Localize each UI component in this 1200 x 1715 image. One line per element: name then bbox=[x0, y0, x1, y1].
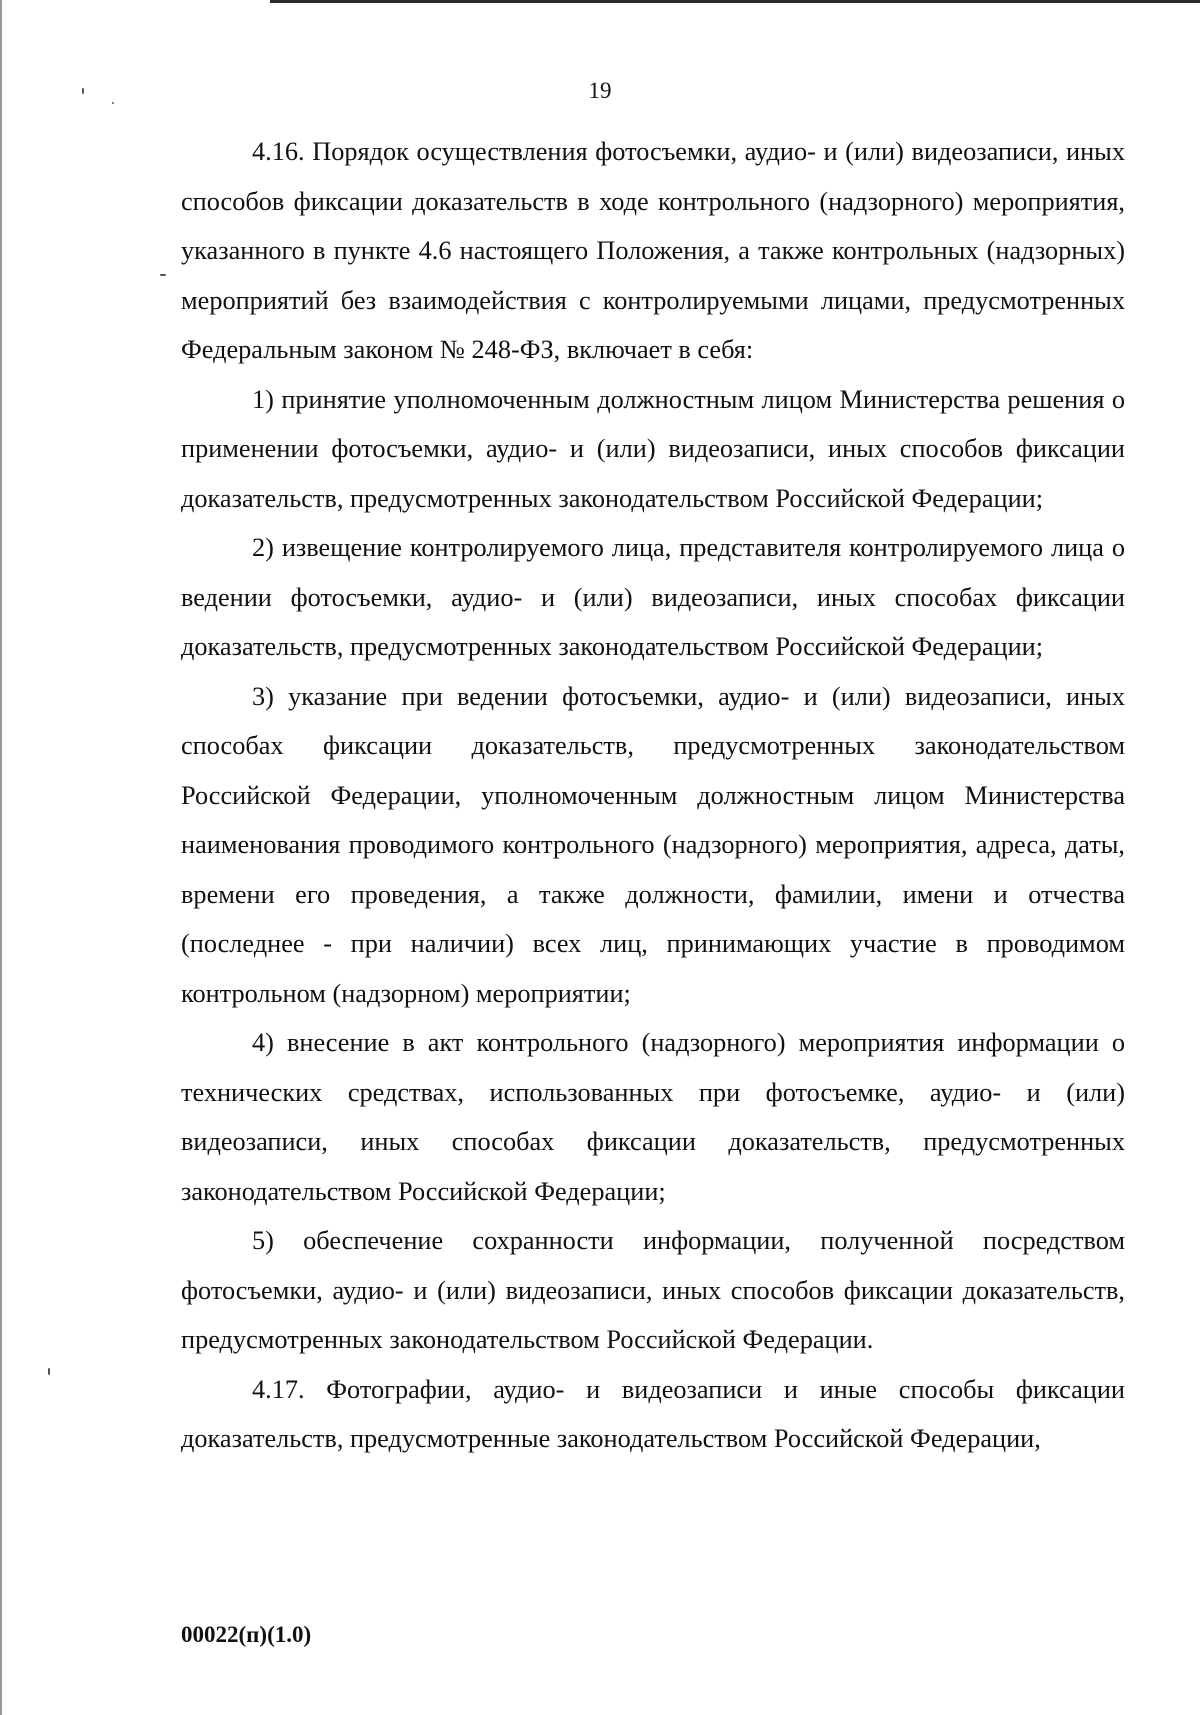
list-item-1: 1) принятие уполномоченным должностным лицом Министерства решения о применении фотосъемки, аудио- и (или) видеозаписи, иных способов фиксации доказательств, предусмотренных законодательством Российской Федерации; bbox=[181, 384, 1125, 513]
list-item-4: 4) внесение в акт контрольного (надзорного) мероприятия информации о технических средствах, использованных при фотосъемке, аудио- и (или) видеозаписи, иных способах фиксации доказательств, предусмотренных законодательством Российской Федерации; bbox=[181, 1028, 1125, 1206]
list-item-2: 2) извещение контролируемого лица, представителя контролируемого лица о ведении фотосъемки, аудио- и (или) видеозаписи, иных способах фиксации доказательств, предусмотренных законодательством Российской Федерации; bbox=[181, 533, 1125, 661]
document-body bbox=[181, 127, 1125, 1464]
scan-speck bbox=[48, 1368, 50, 1375]
scan-speck bbox=[160, 274, 166, 276]
scan-border-left bbox=[0, 0, 2, 1715]
scan-border-top bbox=[270, 0, 1200, 3]
list-item-3: 3) указание при ведении фотосъемки, аудио- и (или) видеозаписи, иных способах фиксации доказательств, предусмотренных законодательством Российской Федерации, уполномоченным должностным лицом Министерства наименования проводимого контрольного (надзорного) мероприятия, адреса, даты, времени его проведения, а также должности, фамилии, имени и отчества (последнее - при наличии) всех лиц, принимающих участие в проводимом контрольном (надзорном) мероприятии; bbox=[181, 681, 1125, 1008]
document-code: 00022(п)(1.0) bbox=[181, 1622, 312, 1647]
paragraph-4-17: 4.17. Фотографии, аудио- и видеозаписи и иные способы фиксации доказательств, предусмотренные законодательством Российской Федерации, bbox=[181, 1374, 1125, 1453]
page-number: 19 bbox=[588, 78, 612, 103]
paragraph-4-16: 4.16. Порядок осуществления фотосъемки, аудио- и (или) видеозаписи, иных способов фиксации доказательств в ходе контрольного (надзорного) мероприятия, указанного в пункте 4.6 настоящего Положения, а также контрольных (надзорных) мероприятий без взаимодействия с контролируемыми лицами, предусмотренных Федеральным законом № 248-ФЗ, включает в себя: bbox=[181, 137, 1125, 364]
list-item-5: 5) обеспечение сохранности информации, полученной посредством фотосъемки, аудио- и (или) видеозаписи, иных способов фиксации доказательств, предусмотренных законодательством Российской Федерации. bbox=[181, 1226, 1125, 1354]
